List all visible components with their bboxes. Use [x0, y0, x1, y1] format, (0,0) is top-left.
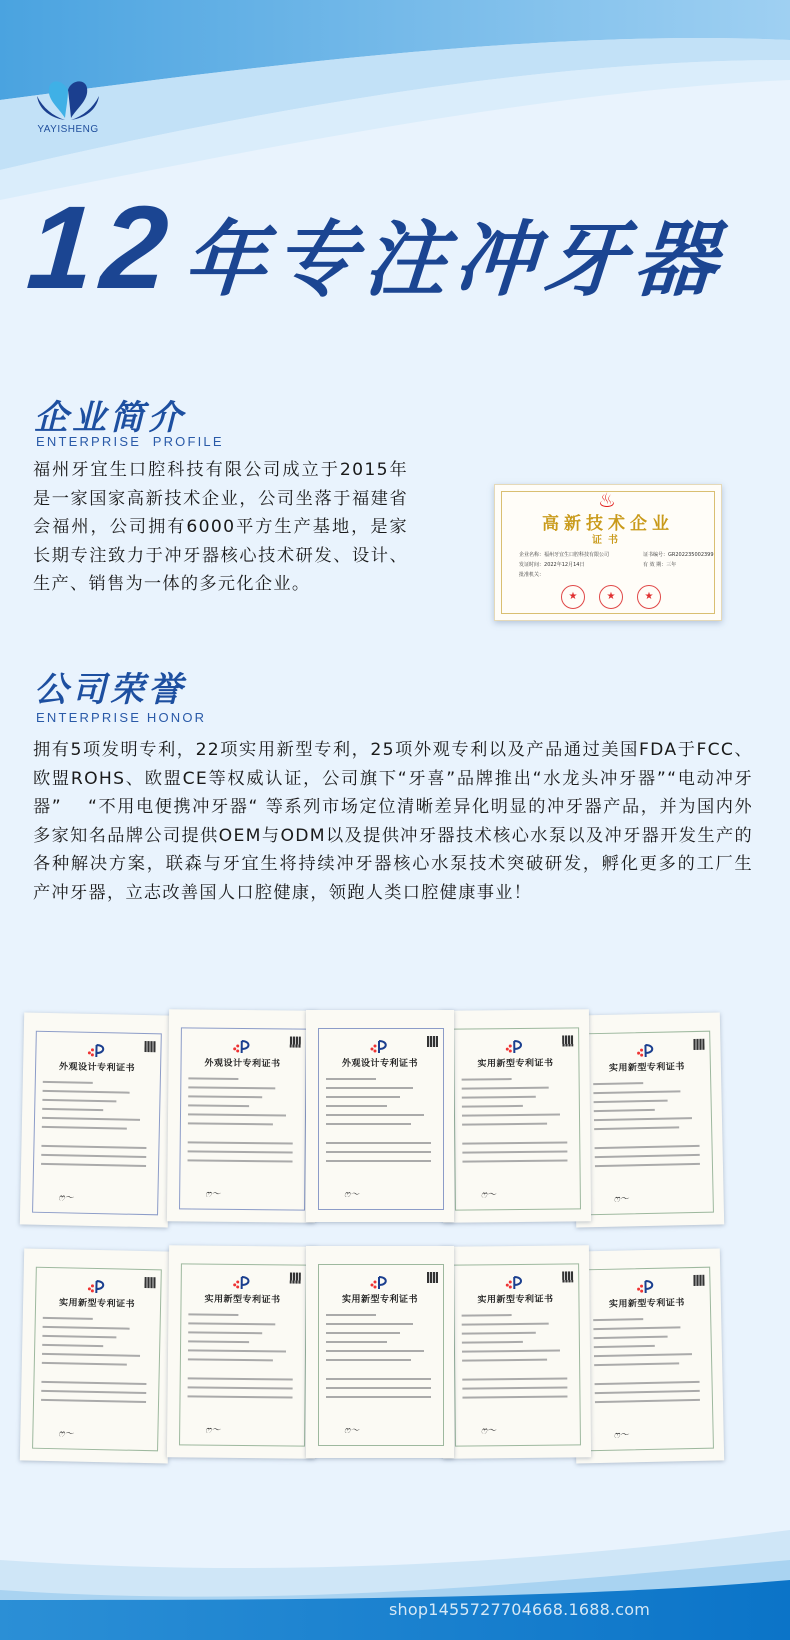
patent-certificate-title: 实用新型专利证书: [341, 1295, 418, 1305]
signature-icon: ෆ～: [344, 1190, 360, 1200]
date-label: 发证时间：: [519, 562, 545, 568]
signature-icon: ෆ～: [58, 1193, 74, 1204]
patent-certificate-title: 实用新型专利证书: [204, 1294, 281, 1306]
brand-name: YAYISHENG: [37, 124, 99, 135]
patent-certificate: [20, 1248, 172, 1463]
valid-label: 有 效 期：: [643, 562, 667, 568]
patent-certificate-title: 实用新型专利证书: [477, 1294, 554, 1306]
profile-body: 福州牙宜生口腔科技有限公司成立于2015年是一家国家高新技术企业，公司坐落于福建省会福州，公司拥有6000平方生产基地，是家长期专注致力于冲牙器核心技术研发、设计、生产、销售为一体的多元化企业。: [33, 460, 408, 595]
qr-code-icon: [144, 1277, 155, 1288]
date-value: 2022年12月14日: [544, 562, 585, 568]
patent-certificate-title: 实用新型专利证书: [58, 1298, 136, 1310]
patent-certificate: [572, 1248, 724, 1463]
patent-certificate: [167, 1009, 317, 1223]
qr-code-icon: [427, 1036, 438, 1047]
patent-certificate: [20, 1012, 172, 1227]
red-seal-icon: ★: [599, 585, 623, 609]
qr-code-icon: [427, 1272, 438, 1283]
profile-subtitle: ENTERPRISE PROFILE: [36, 434, 224, 449]
flame-emblem-icon: ♨: [598, 488, 616, 512]
headline-text: 年专注冲牙器: [181, 213, 728, 308]
cnipa-emblem-icon: [503, 1040, 525, 1054]
cnipa-emblem-icon: [85, 1280, 107, 1294]
no-value: GR202235002399: [668, 552, 714, 558]
signature-icon: ෆ～: [344, 1426, 360, 1436]
qr-code-icon: [693, 1039, 704, 1050]
certificate-subtitle: 证书: [592, 535, 624, 546]
page-headline: [23, 180, 730, 316]
signature-icon: ෆ～: [205, 1189, 221, 1200]
tooth-logo-icon: [33, 78, 103, 122]
shop-url: shop1455727704668.1688.com: [389, 1600, 651, 1619]
patent-certificate: [306, 1246, 454, 1458]
high-tech-enterprise-certificate: [494, 484, 722, 621]
headline-number: 12: [23, 182, 180, 314]
patent-certificate-title: 实用新型专利证书: [608, 1062, 686, 1074]
signature-icon: ෆ～: [613, 1194, 629, 1205]
qr-code-icon: [144, 1041, 155, 1052]
company-label: 企业名称：: [519, 552, 545, 558]
patent-certificate: [306, 1010, 454, 1222]
patent-certificate-title: 实用新型专利证书: [477, 1058, 554, 1070]
cnipa-emblem-icon: [231, 1040, 253, 1054]
honor-title: 公司荣誉: [34, 670, 186, 710]
qr-code-icon: [562, 1271, 573, 1282]
cnipa-emblem-icon: [231, 1276, 253, 1290]
red-seal-icon: ★: [561, 585, 585, 609]
patent-certificate-title: 实用新型专利证书: [608, 1298, 686, 1310]
patent-certificate: [167, 1245, 317, 1459]
cnipa-emblem-icon: [634, 1280, 656, 1294]
cnipa-emblem-icon: [368, 1040, 390, 1054]
patent-certificate: [441, 1009, 591, 1223]
qr-code-icon: [562, 1035, 573, 1046]
cnipa-emblem-icon: [503, 1276, 525, 1290]
qr-code-icon: [693, 1275, 704, 1286]
certificate-title: 高新技术企业: [542, 514, 674, 534]
signature-icon: ෆ～: [205, 1425, 221, 1436]
no-label: 证书编号：: [643, 552, 669, 558]
signature-icon: ෆ～: [613, 1430, 629, 1441]
signature-icon: ෆ～: [480, 1426, 496, 1437]
qr-code-icon: [290, 1272, 301, 1283]
org-label: 批准机关：: [519, 572, 545, 578]
valid-value: 三年: [666, 562, 677, 568]
signature-icon: ෆ～: [58, 1429, 74, 1440]
patent-certificate: [441, 1245, 591, 1459]
signature-icon: ෆ～: [480, 1190, 496, 1201]
company-value: 福州牙宜生口腔科技有限公司: [544, 552, 610, 558]
patent-certificate-title: 外观设计专利证书: [58, 1062, 136, 1074]
patent-certificate: [572, 1012, 724, 1227]
qr-code-icon: [290, 1036, 301, 1047]
patent-certificate-title: 外观设计专利证书: [341, 1059, 418, 1069]
cnipa-emblem-icon: [85, 1044, 107, 1058]
red-seal-icon: ★: [637, 585, 661, 609]
cnipa-emblem-icon: [634, 1044, 656, 1058]
cnipa-emblem-icon: [368, 1276, 390, 1290]
profile-title: 企业简介: [34, 398, 186, 438]
honor-body: 拥有5项发明专利，22项实用新型专利，25项外观专利以及产品通过美国FDA于FCC、欧盟ROHS、欧盟CE等权威认证，公司旗下“牙喜”品牌推出“水龙头冲牙器”“电动冲牙器” “不用电便携冲牙器“ 等系列市场定位清晰差异化明显的冲牙器产品，并为国内外多家知名品牌公司提供OEM与ODM以及提供冲牙器技术核心水泵以及冲牙器开发生产的各种解决方案，联森与牙宜生将持续冲牙器核心水泵技术突破研发，孵化更多的工厂生产冲牙器，立志改善国人口腔健康，领跑人类口腔健康事业！: [33, 740, 753, 903]
honor-subtitle: ENTERPRISE HONOR: [36, 710, 207, 725]
patent-certificate-title: 外观设计专利证书: [204, 1058, 281, 1070]
brand-logo: [28, 78, 108, 135]
